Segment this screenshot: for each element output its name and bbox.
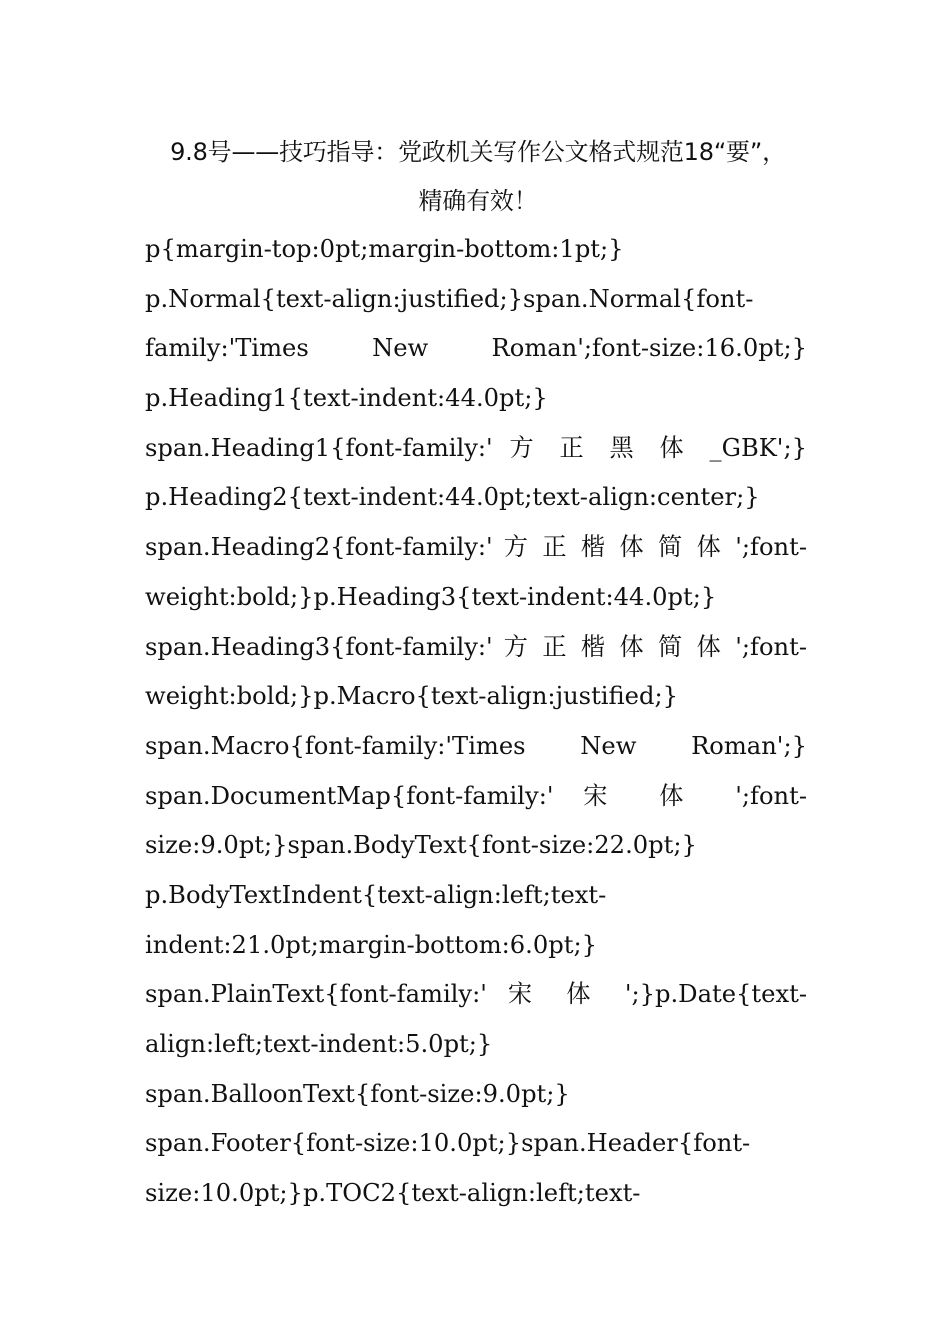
body-line: p.BodyTextIndent{text-align:left;text- [145,880,607,909]
body-line: p.Heading2{text-indent:44.0pt;text-align:center;} [145,483,760,512]
document-body [145,225,807,1219]
title-line-2: 精确有效！ [418,187,538,215]
body-line: span.Macro{font-family:'Times New Roman';} [145,731,807,760]
body-line: span.DocumentMap{font-family:' 宋 体 ';font- [145,781,807,810]
body-line: p.Normal{text-align:justified;}span.Normal{font- [145,284,754,313]
body-line: span.PlainText{font-family:' 宋 体 ';}p.Date{text- [145,980,807,1009]
body-line: p{margin-top:0pt;margin-bottom:1pt;} [145,235,624,263]
body-line: span.Footer{font-size:10.0pt;}span.Header{font- [145,1129,751,1158]
body-line: weight:bold;}p.Macro{text-align:justified;} [145,682,678,711]
body-line: size:9.0pt;}span.BodyText{font-size:22.0pt;} [145,831,697,860]
body-line: span.Heading3{font-family:' 方 正 楷 体 简 体 ';font- [145,632,807,661]
body-line: span.Heading2{font-family:' 方 正 楷 体 简 体 ';font- [145,533,807,562]
document-title [143,128,813,226]
body-line: p.Heading1{text-indent:44.0pt;} [145,384,548,413]
title-line-1: 9.8号——技巧指导：党政机关写作公文格式规范18“要”， [170,138,786,166]
body-line: family:'Times New Roman';font-size:16.0pt;} [145,334,807,363]
body-line: weight:bold;}p.Heading3{text-indent:44.0pt;} [145,582,717,611]
body-line: align:left;text-indent:5.0pt;} [145,1030,493,1058]
body-line: span.Heading1{font-family:' 方 正 黑 体 _GBK';} [145,433,807,462]
body-line: size:10.0pt;}p.TOC2{text-align:left;text- [145,1179,641,1208]
body-line: span.BalloonText{font-size:9.0pt;} [145,1079,570,1108]
body-line: indent:21.0pt;margin-bottom:6.0pt;} [145,930,597,959]
